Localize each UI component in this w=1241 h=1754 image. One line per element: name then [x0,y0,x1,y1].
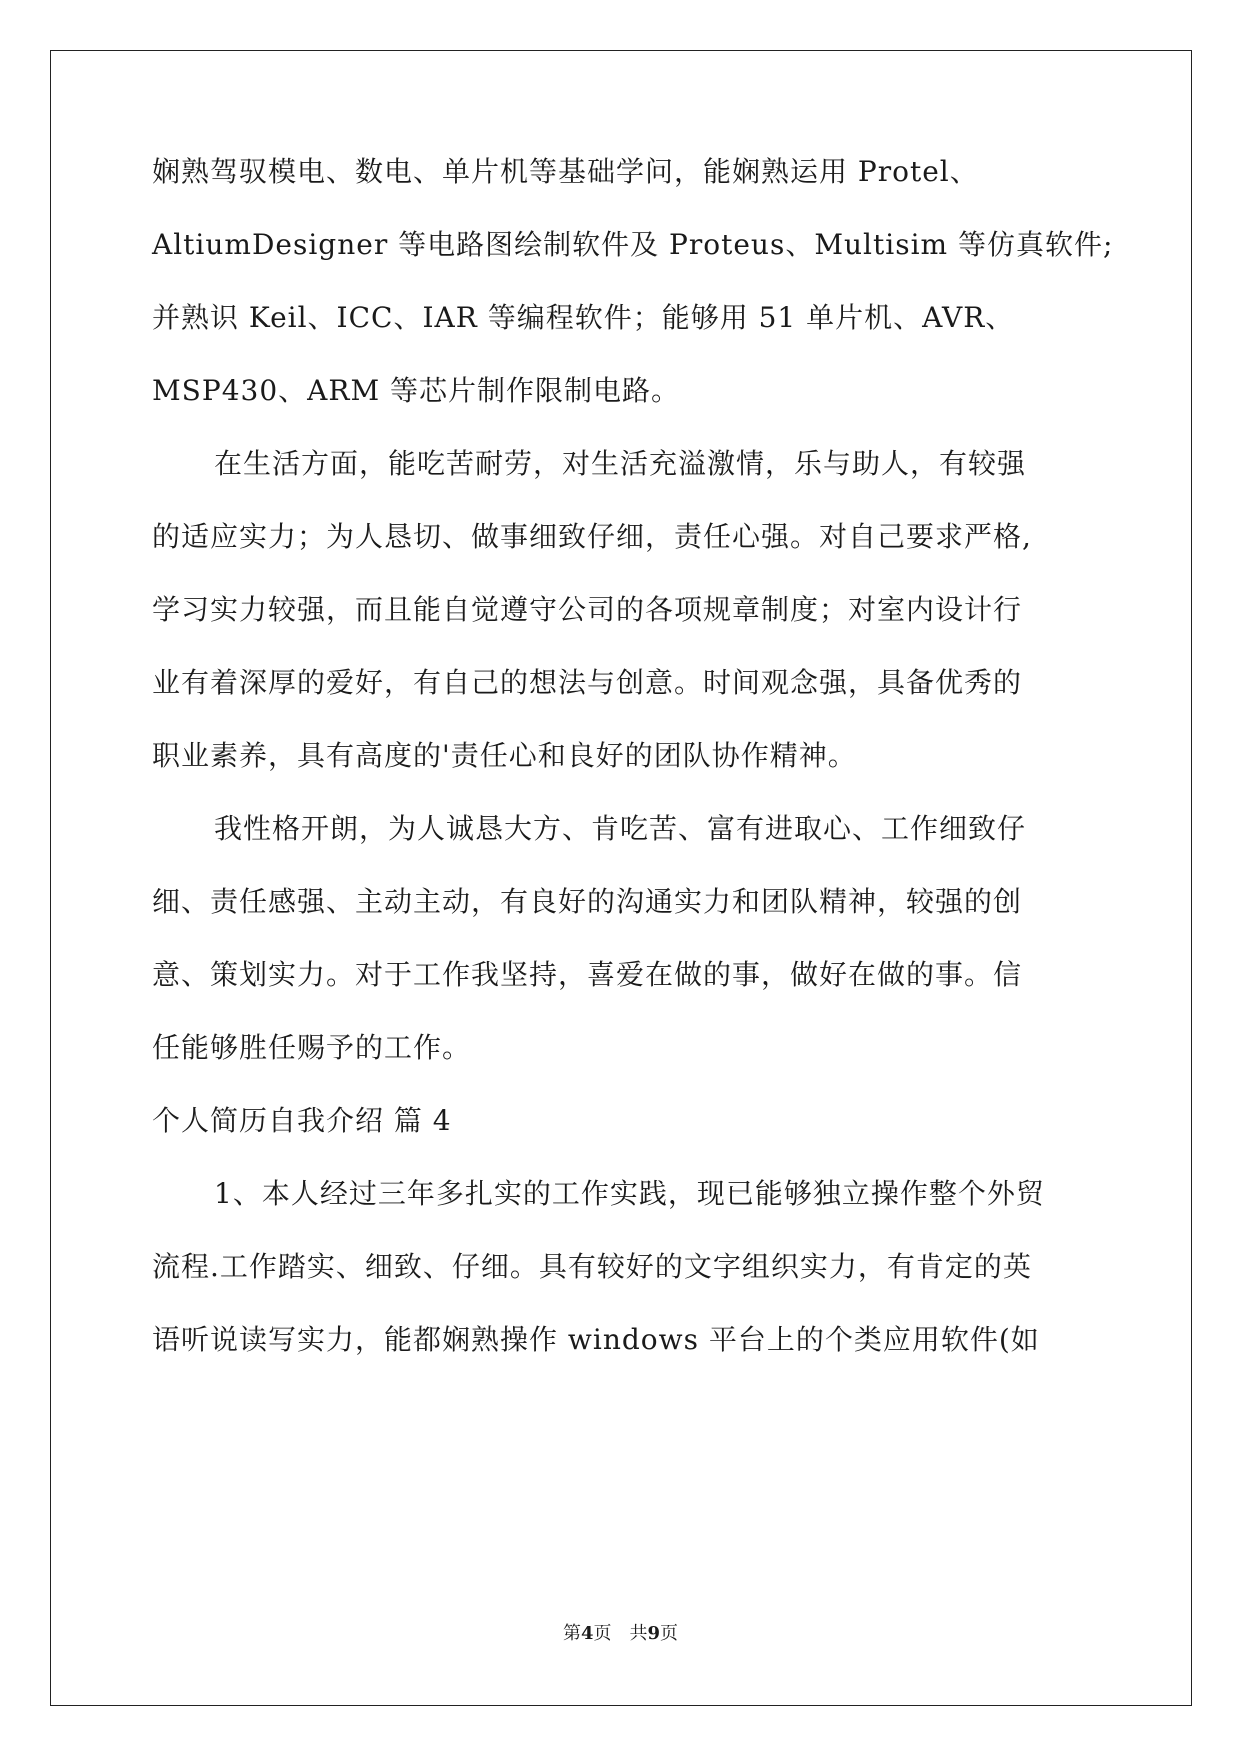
text-line: 语听说读写实力，能都娴熟操作 windows 平台上的个类应用软件(如 [152,1323,1040,1356]
text-line: 的适应实力；为人恳切、做事细致仔细，责任心强。对自己要求严格, [152,520,1032,553]
text-line: MSP430、ARM 等芯片制作限制电路。 [152,374,681,407]
text-line: 意、策划实力。对于工作我坚持，喜爱在做的事，做好在做的事。信 [152,958,1023,991]
text-line: 细、责任感强、主动主动，有良好的沟通实力和团队精神，较强的创 [152,885,1023,918]
footer-suffix: 页 [660,1623,679,1644]
paragraph-first-line: 我性格开朗，为人诚恳大方、肯吃苦、富有进取心、工作细致仔 [214,812,1027,845]
footer-prefix: 第 [562,1623,581,1644]
section-heading: 个人简历自我介绍 篇 4 [152,1104,452,1137]
text-line: 任能够胜任赐予的工作。 [152,1031,472,1064]
text-line: 流程.工作踏实、细致、仔细。具有较好的文字组织实力，有肯定的英 [152,1250,1032,1283]
paragraph-first-line: 在生活方面，能吃苦耐劳，对生活充溢激情，乐与助人，有较强 [214,447,1027,480]
text-line: 学习实力较强，而且能自觉遵守公司的各项规章制度；对室内设计行 [152,593,1023,626]
text-line: 职业素养，具有高度的'责任心和良好的团队协作精神。 [152,739,857,772]
text-line: 业有着深厚的爱好，有自己的想法与创意。时间观念强，具备优秀的 [152,666,1023,699]
paragraph-first-line: 1、本人经过三年多扎实的工作实践，现已能够独立操作整个外贸 [214,1177,1045,1210]
page-footer [0,1622,1241,1646]
text-line: AltiumDesigner 等电路图绘制软件及 Proteus、Multisim 等仿真软件; [152,228,1114,261]
text-line: 并熟识 Keil、ICC、IAR 等编程软件；能够用 51 单片机、AVR、 [152,301,1015,334]
current-page-number: 4 [580,1623,594,1644]
text-line: 娴熟驾驭模电、数电、单片机等基础学问，能娴熟运用 Protel、 [152,155,979,188]
total-page-count: 9 [647,1623,661,1644]
footer-mid: 页 共 [593,1623,648,1644]
